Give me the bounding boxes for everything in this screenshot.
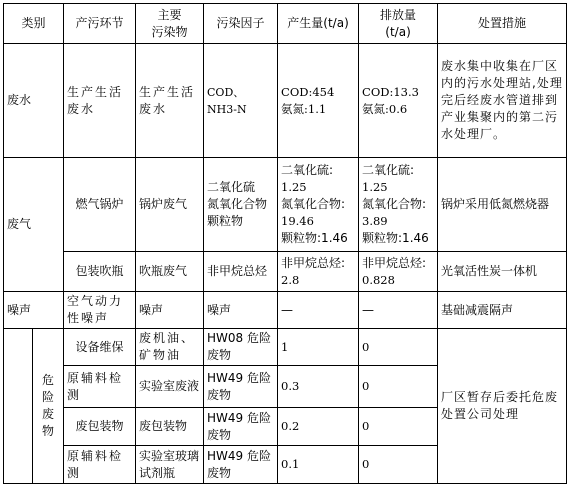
- hazardous-source: 实验室废液: [136, 366, 204, 408]
- gas-bottle-output: [278, 252, 359, 292]
- hazardous-stage: 原辅料检测: [64, 366, 136, 408]
- noise-discharge: —: [359, 292, 438, 329]
- gas-boiler-output-line: 19.46: [281, 214, 314, 228]
- wastewater-stage: 生产生活废水: [64, 44, 136, 158]
- header-source-line1: 主要: [157, 7, 182, 22]
- noise-measures: 基础减震隔声: [438, 292, 567, 329]
- gas-bottle-factor: 非甲烷总烃: [204, 252, 278, 292]
- pollutant-table: [3, 3, 567, 484]
- wastewater-output: [278, 44, 359, 158]
- hazardous-factor: HW08 危险废物: [204, 329, 278, 366]
- header-discharge: [359, 4, 438, 44]
- hazardous-factor: HW49 危险废物: [204, 366, 278, 408]
- gas-boiler-factor-line: 二氧化硫: [207, 180, 256, 194]
- hazardous-category: [33, 329, 64, 484]
- gas-boiler-discharge-line: 3.89: [362, 214, 388, 228]
- gas-boiler-output-line: 1.25: [281, 180, 307, 194]
- gas-bottle-stage: 包装吹瓶: [64, 252, 136, 292]
- gas-bottle-output-line1: 非甲烷总烃:: [281, 255, 346, 270]
- header-source-line2: 污染物: [151, 24, 188, 39]
- gas-boiler-discharge-line: 颗粒物:1.46: [362, 231, 429, 245]
- hazardous-stage: 原辅料检测: [64, 446, 136, 484]
- hazardous-discharge: 0: [359, 366, 438, 408]
- hazardous-discharge: 0: [359, 408, 438, 446]
- gas-boiler-source: 锅炉废气: [136, 158, 204, 252]
- header-measures: 处置措施: [438, 4, 567, 44]
- gas-boiler-output-line: 氮氧化合物:: [281, 197, 346, 211]
- noise-category: 噪声: [4, 292, 64, 329]
- hazardous-category-char: 废: [42, 407, 55, 421]
- hazardous-row: [4, 329, 567, 366]
- header-stage: 产污环节: [64, 4, 136, 44]
- wastewater-discharge: [359, 44, 438, 158]
- header-discharge-line2: (t/a): [385, 24, 411, 39]
- hazardous-category-char: 危: [42, 373, 55, 387]
- header-row: [4, 4, 567, 44]
- hazardous-discharge: 0: [359, 446, 438, 484]
- hazardous-category-char: 物: [42, 424, 55, 438]
- gas-bottle-discharge: [359, 252, 438, 292]
- gas-boiler-stage: 燃气锅炉: [64, 158, 136, 252]
- gas-boiler-output: [278, 158, 359, 252]
- pollutant-table-container: [3, 3, 567, 484]
- wastewater-output-line2: 氨氮:1.1: [281, 101, 327, 116]
- gas-bottle-discharge-line1: 非甲烷总烃:: [362, 255, 427, 270]
- wastewater-source: 生产生活废水: [136, 44, 204, 158]
- wastewater-measures: 废水集中收集在厂区内的污水处理站,处理完后经废水管道排到产业集聚内的第二污水处理厂。: [438, 44, 567, 158]
- noise-row: [4, 292, 567, 329]
- gas-boiler-discharge-line: 二氧化硫:: [362, 163, 415, 177]
- wastewater-row: [4, 44, 567, 158]
- wastewater-discharge-line1: COD:13.3: [362, 84, 419, 99]
- hazardous-source: 废机油、矿物油: [136, 329, 204, 366]
- hazardous-category-char: 险: [42, 390, 55, 404]
- header-factor: 污染因子: [204, 4, 278, 44]
- hazardous-stage: 设备维保: [64, 329, 136, 366]
- hazardous-output: 0.3: [278, 366, 359, 408]
- hazardous-output: 0.2: [278, 408, 359, 446]
- hazardous-source: 实验室玻璃试剂瓶: [136, 446, 204, 484]
- gas-bottle-output-line2: 2.8: [281, 272, 300, 287]
- wastewater-category: 废水: [4, 44, 64, 158]
- noise-stage: 空气动力性噪声: [64, 292, 136, 329]
- gas-boiler-row: [4, 158, 567, 252]
- gas-category: 废气: [4, 158, 64, 292]
- gas-bottle-discharge-line2: 0.828: [362, 272, 395, 287]
- wastewater-factor: COD、NH3-N: [204, 44, 278, 158]
- hazardous-output: 1: [278, 329, 359, 366]
- noise-source: 噪声: [136, 292, 204, 329]
- wastewater-discharge-line2: 氨氮:0.6: [362, 101, 408, 116]
- gas-boiler-discharge-line: 氮氧化合物:: [362, 197, 427, 211]
- gas-boiler-factor-line: 颗粒物: [207, 214, 244, 228]
- header-output: 产生量(t/a): [278, 4, 359, 44]
- gas-bottle-source: 吹瓶废气: [136, 252, 204, 292]
- gas-boiler-factor: [204, 158, 278, 252]
- gas-boiler-discharge: [359, 158, 438, 252]
- hazardous-blank-cell: [4, 329, 33, 484]
- hazardous-stage: 废包装物: [64, 408, 136, 446]
- header-discharge-line1: 排放量: [380, 7, 417, 22]
- gas-bottle-row: [4, 252, 567, 292]
- hazardous-discharge: 0: [359, 329, 438, 366]
- header-source: [136, 4, 204, 44]
- noise-output: —: [278, 292, 359, 329]
- gas-boiler-output-line: 颗粒物:1.46: [281, 231, 348, 245]
- gas-bottle-measures: 光氧活性炭一体机: [438, 252, 567, 292]
- gas-boiler-factor-line: 氮氧化合物: [207, 197, 268, 211]
- gas-boiler-measures: 锅炉采用低氮燃烧器: [438, 158, 567, 252]
- gas-boiler-discharge-line: 1.25: [362, 180, 388, 194]
- hazardous-output: 0.1: [278, 446, 359, 484]
- hazardous-source: 废包装物: [136, 408, 204, 446]
- header-category: 类别: [4, 4, 64, 44]
- hazardous-factor: HW49 危险废物: [204, 446, 278, 484]
- hazardous-measures: 厂区暂存后委托危废处置公司处理: [438, 329, 567, 484]
- gas-boiler-output-line: 二氧化硫:: [281, 163, 334, 177]
- wastewater-output-line1: COD:454: [281, 84, 335, 99]
- hazardous-factor: HW49 危险废物: [204, 408, 278, 446]
- noise-factor: 噪声: [204, 292, 278, 329]
